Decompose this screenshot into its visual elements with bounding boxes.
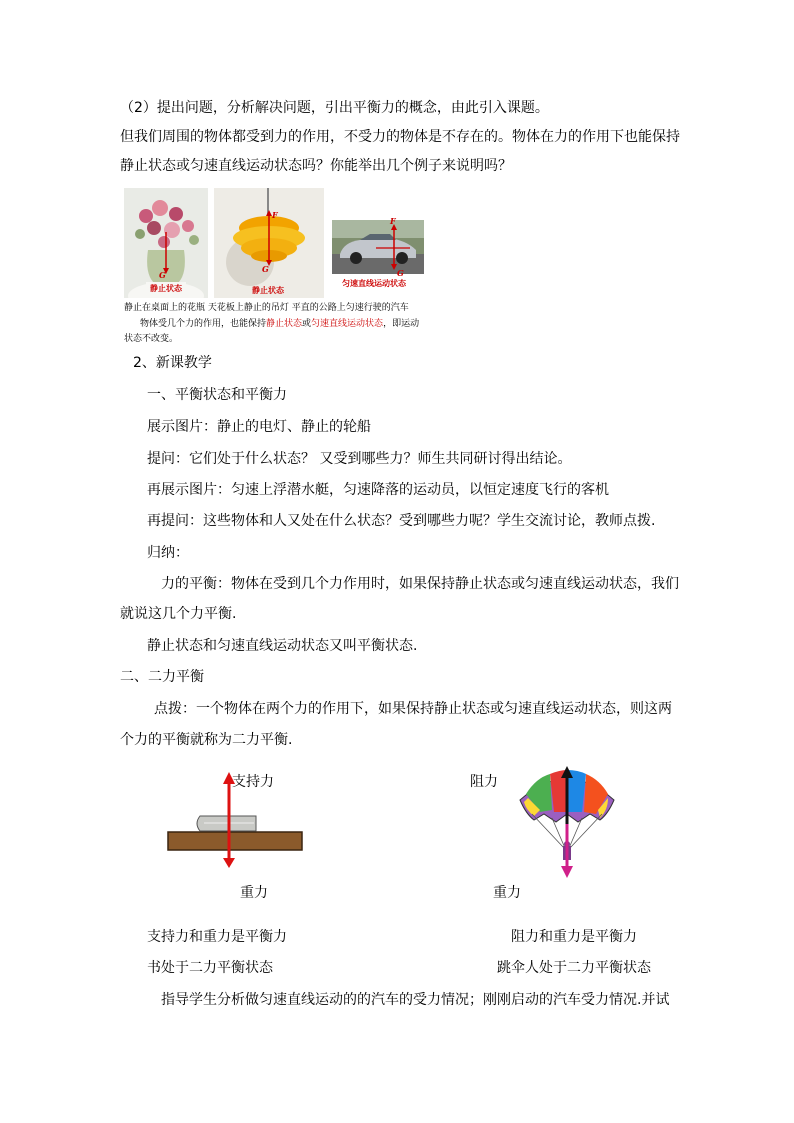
svg-text:G: G <box>397 268 404 278</box>
section2-p7: 静止状态和匀速直线运动状态又叫平衡状态. <box>147 638 418 654</box>
parachute-gravity-label: 重力 <box>493 885 521 901</box>
lamp-photo <box>214 188 324 298</box>
svg-text:F: F <box>272 210 278 220</box>
section2-sub1: 一、平衡状态和平衡力 <box>147 387 287 403</box>
closing-line: 指导学生分析做匀速直线运动的的汽车的受力情况；刚刚启动的汽车受力情况.并试 <box>161 992 670 1008</box>
section2-p5: 归纳： <box>147 545 189 561</box>
parachute-caption-2: 跳伞人处于二力平衡状态 <box>497 960 651 976</box>
section3-heading: 二、二力平衡 <box>120 669 204 685</box>
section2-p6-line1: 力的平衡：物体在受到几个力作用时，如果保持静止状态或匀速直线运动状态，我们 <box>161 576 679 592</box>
parachute-caption-1: 阻力和重力是平衡力 <box>511 929 637 945</box>
book-caption-2: 书处于二力平衡状态 <box>147 960 273 976</box>
caption-text-c: ，即运动 <box>383 319 420 329</box>
section2-p1: 展示图片：静止的电灯、静止的轮船 <box>147 419 371 435</box>
caption-text-b: 或 <box>302 319 312 329</box>
parachute-diagram <box>512 764 622 880</box>
vase-tag: 静止状态 <box>150 283 182 293</box>
car-photo <box>330 188 426 298</box>
support-force-label: 支持力 <box>232 774 274 790</box>
svg-text:G: G <box>159 270 166 280</box>
intro-line-2: 但我们周围的物体都受到力的作用，不受力的物体是不存在的。物体在力的作用下也能保持 <box>120 129 680 145</box>
caption-red-static: 静止状态 <box>266 319 303 329</box>
vase-photo <box>124 188 208 298</box>
section2-p4: 再提问：这些物体和人又处在什么状态？受到哪些力呢？学生交流讨论，教师点拨. <box>147 513 656 529</box>
car-tag: 匀速直线运动状态 <box>342 278 406 288</box>
intro-line-3: 静止状态或匀速直线运动状态吗？你能举出几个例子来说明吗？ <box>120 158 512 174</box>
section3-p1-line1: 点拨：一个物体在两个力的作用下，如果保持静止状态或匀速直线运动状态，则这两 <box>154 701 672 717</box>
book-gravity-label: 重力 <box>240 885 268 901</box>
svg-text:F: F <box>390 216 396 226</box>
intro-line-1: （2）提出问题，分析解决问题，引出平衡力的概念，由此引入课题。 <box>120 100 549 116</box>
caption-text-a: 物体受几个力的作用，也能保持 <box>140 319 267 329</box>
figure1-caption-line-3: 状态不改变。 <box>124 334 179 344</box>
caption-red-uniform: 匀速直线运动状态 <box>311 319 384 329</box>
figure1-caption-line-1: 静止在桌面上的花瓶 天花板上静止的吊灯 平直的公路上匀速行驶的汽车 <box>124 303 409 313</box>
section2-heading: 2、新课教学 <box>133 355 212 371</box>
book-caption-1: 支持力和重力是平衡力 <box>147 929 287 945</box>
lamp-tag: 静止状态 <box>252 285 284 295</box>
section2-p6-line2: 就说这几个力平衡. <box>120 606 237 622</box>
section3-p1-line2: 个力的平衡就称为二力平衡. <box>120 732 293 748</box>
figure1-caption-line-2 <box>140 318 419 330</box>
section2-p2: 提问：它们处于什么状态？ 又受到哪些力？师生共同研讨得出结论。 <box>147 451 572 467</box>
svg-text:G: G <box>262 264 269 274</box>
drag-force-label: 阻力 <box>470 774 498 790</box>
section2-p3: 再展示图片：匀速上浮潜水艇，匀速降落的运动员，以恒定速度飞行的客机 <box>147 482 609 498</box>
